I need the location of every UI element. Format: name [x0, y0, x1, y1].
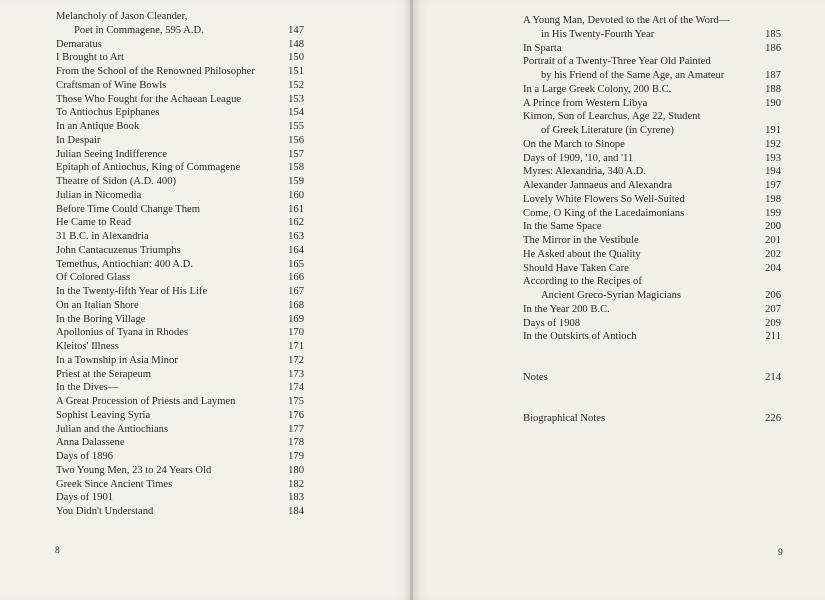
page-number-right: 9 — [778, 548, 783, 558]
toc-entry-title-line: Julian in Nicomedia — [56, 189, 142, 201]
toc-entry — [56, 381, 304, 395]
toc-entry-page-number: 186 — [765, 42, 781, 54]
toc-entry-page-number: 194 — [765, 166, 781, 178]
toc-entry-title — [523, 193, 755, 207]
toc-entry-title — [523, 317, 755, 331]
toc-entry — [523, 83, 781, 97]
toc-spacer — [523, 385, 781, 412]
toc-entry — [56, 326, 304, 340]
toc-entry-title — [56, 161, 278, 175]
toc-entry-title-line: John Cantacuzenus Triumphs — [56, 244, 181, 256]
toc-entry — [523, 165, 781, 179]
toc-entry-title-line: 31 B.C. in Alexandria — [56, 231, 149, 242]
toc-entry-title — [56, 395, 278, 409]
toc-entry-title-line: A Great Procession of Priests and Laymen — [56, 396, 236, 407]
toc-entry — [56, 106, 304, 120]
toc-entry — [523, 317, 781, 331]
toc-entry — [523, 220, 781, 234]
toc-entry-page-number: 147 — [288, 24, 304, 36]
toc-entry-title-line: In the Twenty-fifth Year of His Life — [56, 286, 208, 297]
toc-entry-title-continuation: Ancient Greco-Syrian Magicians — [541, 290, 682, 301]
toc-entry — [56, 258, 304, 272]
toc-entry — [56, 271, 304, 285]
toc-entry-title-line: You Didn't Understand — [56, 506, 154, 517]
toc-entry-page-number: 187 — [765, 70, 781, 81]
toc-entry-title — [56, 409, 278, 423]
toc-entry — [56, 450, 304, 464]
toc-entry-title-line: He Came to Read — [56, 217, 132, 229]
toc-entry-title — [56, 230, 278, 244]
toc-entry-title-continuation: Poet in Commagene, 595 A.D. — [74, 24, 204, 36]
toc-entry-title — [56, 505, 278, 519]
toc-entry-page-number: 185 — [765, 28, 781, 40]
toc-entry-title-line: Days of 1908 — [523, 317, 581, 329]
toc-entry-title-continuation: of Greek Literature (in Cyrene) — [541, 125, 674, 136]
toc-entry-title-line: On the March to Sinope — [523, 138, 625, 150]
toc-entry-title — [56, 423, 278, 437]
toc-entry-title-line: Julian and the Antiochians — [56, 423, 169, 435]
toc-entry-page-number: 166 — [288, 272, 304, 284]
toc-entry-page-number: 214 — [765, 372, 781, 383]
toc-entry-title-line: In an Antique Book — [56, 121, 140, 132]
toc-entry — [56, 464, 304, 478]
right-page — [413, 0, 825, 600]
toc-entry-title — [523, 83, 755, 97]
toc-entry — [523, 138, 781, 152]
toc-entry — [56, 93, 304, 107]
toc-entry-page-number: 188 — [765, 83, 781, 95]
toc-entry-title-line: In the Boring Village — [56, 313, 146, 325]
toc-entry-page-number: 156 — [288, 134, 304, 146]
toc-entry-title-line: Demaratus — [56, 38, 102, 50]
toc-entry — [56, 203, 304, 217]
toc-entry-page-number: 180 — [288, 464, 304, 476]
toc-entry-title-line: Sophist Leaving Syria — [56, 409, 151, 421]
toc-entry — [56, 436, 304, 450]
toc-entry-title-line: Theatre of Sidon (A.D. 400) — [56, 176, 177, 187]
toc-entry — [56, 38, 304, 52]
toc-entry-title — [56, 10, 278, 38]
toc-entry-title — [523, 55, 755, 83]
toc-entry — [56, 175, 304, 189]
toc-entry — [56, 216, 304, 230]
toc-entry-page-number: 163 — [288, 231, 304, 242]
toc-entry-title-line: Before Time Could Change Them — [56, 203, 200, 215]
toc-entry-title-line: Should Have Taken Care — [523, 262, 629, 274]
toc-entry-title-line: In the Same Space — [523, 221, 602, 233]
toc-entry-title — [523, 14, 755, 42]
toc-entry — [523, 110, 781, 138]
toc-entry-title — [56, 216, 278, 230]
toc-spacer — [523, 344, 781, 371]
toc-entry-title-line: In Sparta — [523, 42, 562, 54]
toc-entry-title — [523, 275, 755, 303]
toc-entry-title: Biographical Notes — [523, 412, 606, 424]
toc-entry-page-number: 200 — [765, 221, 781, 233]
toc-entry-page-number: 152 — [288, 79, 304, 91]
toc-entry — [56, 354, 304, 368]
toc-entry-title — [523, 97, 755, 111]
toc-entry-title — [56, 189, 278, 203]
toc-entry-title — [56, 368, 278, 382]
toc-entry-page-number: 202 — [765, 248, 781, 260]
toc-entry-title-continuation: by his Friend of the Same Age, an Amateur — [541, 70, 725, 81]
toc-entry-title — [56, 79, 278, 93]
toc-entry — [523, 275, 781, 303]
toc-entry-title — [56, 38, 278, 52]
toc-entry — [56, 299, 304, 313]
toc-entry-title — [56, 491, 278, 505]
toc-entry-title: Notes — [523, 372, 548, 383]
toc-entry — [56, 230, 304, 244]
toc-entry — [523, 179, 781, 193]
toc-entry-title — [56, 93, 278, 107]
toc-entry-title — [523, 303, 755, 317]
toc-entry — [523, 248, 781, 262]
toc-entry-page-number: 155 — [288, 121, 304, 132]
table-of-contents-right — [523, 14, 781, 426]
toc-entry-title-line: Melancholy of Jason Cleander, — [56, 11, 188, 22]
toc-entry-page-number: 174 — [288, 382, 304, 394]
toc-entry — [56, 285, 304, 299]
toc-entry-page-number: 204 — [765, 262, 781, 274]
toc-entry-page-number: 191 — [765, 125, 781, 136]
toc-entry — [56, 134, 304, 148]
toc-entry-title — [56, 299, 278, 313]
toc-entry-page-number: 209 — [765, 317, 781, 329]
toc-entry-page-number: 160 — [288, 189, 304, 201]
toc-entry — [56, 189, 304, 203]
toc-entry-page-number: 193 — [765, 152, 781, 164]
toc-entry-page-number: 158 — [288, 162, 304, 174]
toc-entry-title-line: Apollonius of Tyana in Rhodes — [56, 327, 189, 339]
toc-entry-page-number: 161 — [288, 203, 304, 215]
toc-entry-title-line: He Asked about the Quality — [523, 248, 641, 260]
toc-entry-title-continuation: in His Twenty-Fourth Year — [541, 28, 655, 40]
toc-entry — [523, 152, 781, 166]
toc-entry-title-line: Days of 1896 — [56, 451, 114, 462]
toc-entry-title-line: Greek Since Ancient Times — [56, 478, 173, 490]
toc-entry-title — [523, 138, 755, 152]
toc-entry-title — [56, 464, 278, 478]
toc-entry-title-line: The Mirror in the Vestibule — [523, 235, 639, 246]
toc-entry-title — [56, 258, 278, 272]
toc-entry — [56, 491, 304, 505]
toc-entry-title-line: Temethus, Antiochian: 400 A.D. — [56, 258, 193, 270]
toc-entry-page-number: 206 — [765, 290, 781, 301]
toc-entry-page-number: 177 — [288, 423, 304, 435]
toc-entry-title — [56, 51, 278, 65]
toc-entry-page-number: 148 — [288, 38, 304, 50]
toc-entry-title — [56, 381, 278, 395]
toc-entry-title — [523, 179, 755, 193]
toc-entry — [523, 412, 781, 426]
toc-entry-page-number: 172 — [288, 354, 304, 366]
toc-entry-page-number: 164 — [288, 244, 304, 256]
toc-entry-page-number: 178 — [288, 437, 304, 449]
toc-entry — [523, 193, 781, 207]
toc-entry-title — [56, 65, 278, 79]
toc-entry-title-line: To Antiochus Epiphanes — [56, 107, 160, 119]
toc-entry-title — [56, 148, 278, 162]
toc-entry-page-number: 171 — [288, 341, 304, 352]
toc-entry-title-line: From the School of the Renowned Philosopher — [56, 66, 255, 77]
toc-entry-title — [56, 271, 278, 285]
toc-entry — [56, 65, 304, 79]
toc-entry — [523, 207, 781, 221]
toc-entry-title — [523, 165, 755, 179]
toc-entry-page-number: 170 — [288, 327, 304, 339]
toc-entry-page-number: 151 — [288, 66, 304, 77]
toc-entry — [56, 340, 304, 354]
toc-entry — [523, 42, 781, 56]
toc-entry — [56, 120, 304, 134]
toc-entry-title — [56, 340, 278, 354]
toc-entry-title-line: Priest at the Serapeum — [56, 368, 152, 380]
toc-entry-title — [523, 234, 755, 248]
toc-entry-title-line: A Prince from Western Libya — [523, 97, 648, 109]
toc-entry-title-line: Come, O King of the Lacedaimonians — [523, 207, 685, 219]
table-of-contents-left — [56, 10, 304, 519]
toc-entry — [523, 262, 781, 276]
toc-entry-title-line: Epitaph of Antiochus, King of Commagene — [56, 162, 241, 174]
toc-entry-title — [56, 244, 278, 258]
toc-entry-title-line: Anna Dalassene — [56, 437, 125, 449]
page-number-left: 8 — [55, 546, 60, 556]
toc-entry-title-line: In a Township in Asia Minor — [56, 354, 178, 366]
toc-entry-title — [56, 478, 278, 492]
toc-entry — [56, 161, 304, 175]
toc-entry-page-number: 183 — [288, 492, 304, 504]
toc-entry-page-number: 184 — [288, 506, 304, 517]
toc-entry-title-line: In Despair — [56, 134, 101, 146]
toc-entry-title — [56, 436, 278, 450]
toc-entry-title-line: Of Colored Glass — [56, 272, 131, 284]
toc-entry-title-line: Those Who Fought for the Achaean League — [56, 93, 242, 105]
toc-entry-title-line: In the Dives— — [56, 382, 119, 394]
toc-entry-title — [56, 106, 278, 120]
toc-entry — [56, 148, 304, 162]
toc-entry — [56, 368, 304, 382]
toc-entry-title-line: Two Young Men, 23 to 24 Years Old — [56, 464, 212, 476]
toc-entry-page-number: 192 — [765, 138, 781, 150]
toc-entry-title-line: A Young Man, Devoted to the Art of the Word— — [523, 15, 730, 26]
toc-entry-page-number: 157 — [288, 148, 304, 160]
toc-entry-title-line: On an Italian Shore — [56, 299, 139, 311]
toc-entry-page-number: 175 — [288, 396, 304, 407]
toc-entry-title-line: Kimon, Son of Learchus, Age 22, Student — [523, 111, 701, 123]
toc-entry-page-number: 167 — [288, 286, 304, 297]
toc-entry-page-number: 154 — [288, 107, 304, 119]
toc-entry-title — [523, 262, 755, 276]
toc-entry-title-line: In a Large Greek Colony, 200 B.C. — [523, 83, 672, 95]
toc-entry-page-number: 162 — [288, 217, 304, 229]
toc-entry-title — [56, 326, 278, 340]
toc-entry-page-number: 179 — [288, 451, 304, 462]
toc-entry-title-line: Craftsman of Wine Bowls — [56, 79, 167, 91]
toc-entry — [56, 51, 304, 65]
toc-entry-title — [523, 330, 755, 344]
toc-entry-title-line: In the Year 200 B.C. — [523, 303, 610, 315]
toc-entry-title-line: Days of 1901 — [56, 492, 114, 504]
toc-entry — [56, 409, 304, 423]
toc-entry-page-number: 159 — [288, 176, 304, 187]
toc-entry-title — [56, 134, 278, 148]
toc-entry-title — [523, 220, 755, 234]
toc-entry-title — [56, 313, 278, 327]
toc-entry-title — [56, 450, 278, 464]
toc-entry — [56, 423, 304, 437]
toc-entry-title — [523, 42, 755, 56]
toc-entry-page-number: 153 — [288, 93, 304, 105]
toc-entry — [56, 505, 304, 519]
toc-entry-title — [56, 120, 278, 134]
toc-entry — [523, 371, 781, 385]
toc-entry-page-number: 169 — [288, 313, 304, 325]
toc-entry-page-number: 173 — [288, 368, 304, 380]
toc-entry-title — [56, 203, 278, 217]
left-page — [0, 0, 412, 600]
toc-entry-page-number: 201 — [765, 235, 781, 246]
toc-entry — [56, 79, 304, 93]
toc-entry-page-number: 176 — [288, 409, 304, 421]
toc-entry-title-line: I Brought to Art — [56, 52, 124, 64]
toc-entry — [523, 97, 781, 111]
toc-entry-page-number: 226 — [765, 412, 781, 424]
toc-entry-title-line: Portrait of a Twenty-Three Year Old Painted — [523, 56, 711, 68]
toc-entry-title-line: In the Outskirts of Antioch — [523, 331, 637, 343]
toc-entry-page-number: 168 — [288, 299, 304, 311]
toc-entry — [56, 395, 304, 409]
toc-entry-title — [523, 207, 755, 221]
toc-entry — [56, 10, 304, 38]
toc-entry — [523, 55, 781, 83]
toc-entry — [523, 330, 781, 344]
toc-entry-title-line: Days of 1909, '10, and '11 — [523, 152, 634, 164]
toc-entry-page-number: 150 — [288, 52, 304, 64]
toc-entry-title-line: According to the Recipes of — [523, 276, 642, 288]
toc-entry — [56, 478, 304, 492]
toc-entry — [523, 303, 781, 317]
toc-entry-title-line: Alexander Jannaeus and Alexandra — [523, 180, 673, 191]
toc-entry-page-number: 190 — [765, 97, 781, 109]
toc-entry-page-number: 211 — [765, 331, 781, 343]
toc-entry-title — [56, 354, 278, 368]
toc-entry-title-line: Julian Seeing Indifference — [56, 148, 167, 160]
toc-entry — [523, 234, 781, 248]
toc-entry-page-number: 197 — [765, 180, 781, 191]
toc-entry-title-line: Myres: Alexandria, 340 A.D. — [523, 166, 646, 178]
toc-entry-title — [523, 110, 755, 138]
toc-entry-title — [523, 152, 755, 166]
toc-entry-title — [56, 175, 278, 189]
toc-entry-title-line: Kleitos' Illness — [56, 341, 119, 352]
toc-entry-page-number: 165 — [288, 258, 304, 270]
toc-entry-page-number: 199 — [765, 207, 781, 219]
toc-entry-page-number: 207 — [765, 303, 781, 315]
toc-entry-title — [56, 285, 278, 299]
toc-entry — [56, 313, 304, 327]
toc-entry-title-line: Lovely White Flowers So Well-Suited — [523, 193, 685, 205]
toc-entry-page-number: 182 — [288, 478, 304, 490]
toc-entry-page-number: 198 — [765, 193, 781, 205]
toc-entry — [56, 244, 304, 258]
toc-entry — [523, 14, 781, 42]
toc-entry-title — [523, 248, 755, 262]
